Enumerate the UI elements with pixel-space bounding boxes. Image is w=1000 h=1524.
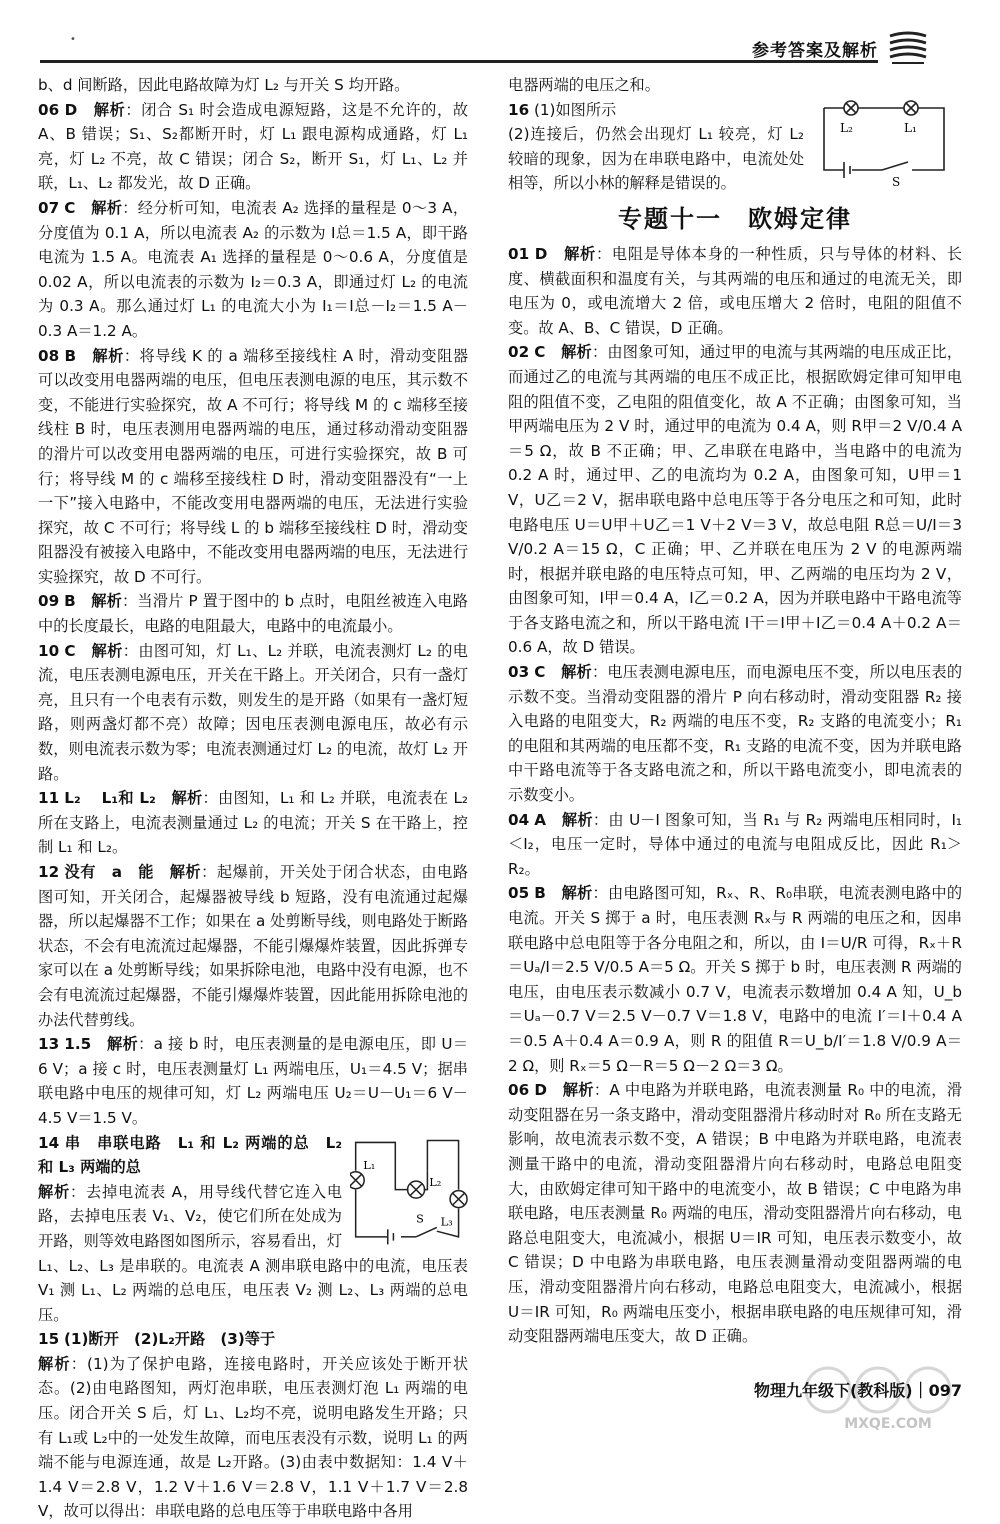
item-answer: A bbox=[534, 810, 547, 829]
series-circuit-figure bbox=[350, 1133, 468, 1251]
answer-item-r06 bbox=[508, 1078, 962, 1349]
answer-item-12 bbox=[38, 860, 468, 1032]
answer-item-07 bbox=[38, 196, 468, 344]
answer-text: ：电阻是导体本身的一种性质，只与导体的材料、长度、横截面积和温度有关，与其两端的电压和通过的电流无关，即电压为 0，或电流增大 2 倍，或电压增大 2 倍时，电阻的阻值不变。故 A、B、C 错误，D 正确。 bbox=[508, 244, 963, 337]
answer-item-11 bbox=[38, 786, 468, 860]
item-number: 06 bbox=[38, 100, 60, 119]
fig-label-l1: L₁ bbox=[904, 120, 917, 135]
answer-item-08 bbox=[38, 344, 468, 590]
item-number: 15 bbox=[38, 1330, 60, 1349]
item-number: 16 bbox=[508, 100, 530, 119]
top-mark: • bbox=[70, 34, 76, 45]
answer-item-09 bbox=[38, 589, 468, 638]
answer-text: ：由图可知，灯 L₁、L₂ 并联，电流表测灯 L₂ 的电流，电压表测电源电压，开关在干路上。开关闭合，只有一盏灯亮，且只有一个电表有示数，则发生的是开路（如果有一盏灯短路，则两盏灯都不亮）故障；因电压表测电源电压，故必有示数，则电流表示数为零；电流表测通过灯 L₂ 的电流，故灯 L₂ 开路。 bbox=[38, 641, 468, 783]
answer-text: ：电压表测电源电压，而电源电压不变，所以电压表的示数不变。当滑动变阻器的滑片 P 向右移动时，滑动变阻器 R₂ 接入电路的电阻变大，R₂ 两端的电压不变，R₂ 支路的电流变小；R₁ 的电阻和其两端的电压都不变，R₁ 支路的电流不变，因为并联电路中干路电流等于各支路电流之和，所以干路电流变小，即电流表的示数变小。 bbox=[508, 663, 963, 805]
analysis-label: 解析 bbox=[38, 1182, 70, 1201]
answer-text: ：由图知，L₁ 和 L₂ 并联，电流表在 L₂ 所在支路上，电流表测量通过 L₂ 的电流；开关 S 在干路上，控制 L₁ 和 L₂。 bbox=[38, 789, 469, 857]
answer-item-r02 bbox=[508, 340, 962, 660]
item-answer: B bbox=[534, 884, 546, 903]
answer-item-15-cont: 电器两端的电压之和。 bbox=[508, 76, 660, 94]
left-column bbox=[38, 73, 468, 1524]
item-number: 09 bbox=[38, 592, 60, 611]
analysis-label: 解析 bbox=[93, 100, 126, 119]
fig-label-s: S bbox=[416, 1211, 424, 1226]
answer-item-15 bbox=[38, 1327, 468, 1524]
answer-item-r05 bbox=[508, 881, 962, 1078]
analysis-label: 解析 bbox=[91, 641, 123, 660]
page-header bbox=[40, 30, 970, 68]
watermark-text: MXQE.COM bbox=[844, 1416, 932, 1432]
answer-text: ：经分析可知，电流表 A₂ 选择的量程是 0～3 A，分度值为 0.1 A，所以电流表 A₂ 的示数为 I总＝1.5 A，即干路电流为 1.5 A。电流表 A₁ 选择的量程是 0～0.6 A，分度值是 0.02 A，所以电流表的示数为 I₂＝0.3 A，即通过灯 L₂ 的电流为 0.3 A。那么通过灯 L₁ 的电流大小为 I₁＝I总－I₂＝1.5 A－0.3 A＝1.2 A。 bbox=[38, 198, 469, 340]
answer-item-10 bbox=[38, 639, 468, 787]
section-title: 专题十一 欧姆定律 bbox=[618, 203, 852, 233]
answer-text: ：A 中电路为并联电路，电流表测量 R₀ 中的电流，滑动变阻器在另一条支路中，滑动变阻器滑片移动时对 R₀ 所在支路无影响，故电流表示数不变，A 错误；B 中电路为并联电路，电流表测量干路中的电流，滑动变阻器滑片向右移动时，电路总电阻变大，由欧姆定律可知干路中的电流变小，故 B 错误；C 中电路为串联电路，电压表测量 R₀ 两端的电压，滑动变阻器滑片向右移动，电路总电阻变大，电流减小，根据 U＝IR 可知，电压表示数变小，故 C 错误；D 中电路为串联电路，电压表测量滑动变阻器两端的电压，滑动变阻器滑片向右移动，电路总电阻变大，电流减小，根据 U＝IR 可知，R₀ 两端电压变小，根据串联电路的电压规律可知，滑动变阻器两端电压变大，故 D 正确。 bbox=[508, 1081, 963, 1346]
answer-text: ：将导线 K 的 a 端移至接线柱 A 时，滑动变阻器可以改变用电器两端的电压，但电压表测电源的电压，其示数不变，不能进行实验探究，故 A 不可行；将导线 M 的 c 端移至接线柱 B 时，电压表测用电器两端的电压，通过移动滑动变阻器的滑片可以改变用电器两端的电压，可进行实验探究，故 B 可行；将导线 M 的 c 端移至接线柱 D 时，滑动变阻器没有“一上一下”接入电路中，不能改变用电器两端的电压，无法进行实验探究，故 C 不可行；将导线 L 的 b 端移至接线柱 D 时，滑动变阻器没有被接入电路中，不能改变用电器两端的电压，无法进行实验探究，故 D 不可行。 bbox=[38, 346, 469, 586]
item-number: 13 bbox=[38, 1035, 60, 1054]
header-title: 参考答案及解析 bbox=[752, 41, 878, 61]
answer-text: ：由电路图可知，Rₓ、R、R₀串联，电流表测电路中的电流。开关 S 掷于 a 时，电压表测 Rₓ与 R 两端的电压之和，因串联电路中总电阻等于各分电阻之和，所以，由 I＝U/R 可得，Rₓ＋R＝Uₐ/I＝2.5 V/0.5 A＝5 Ω。开关 S 掷于 b 时，电压表测 R 两端的电压，由电压表示数减小 0.7 V，电流表示数增加 0.4 A 知，U_b＝Uₐ－0.7 V＝2.5 V－0.7 V＝1.8 V，电路中的电流 I′＝I＋0.4 A＝0.5 A＋0.4 A＝0.9 A，则 R 的阻值 R＝U_b/I′＝1.8 V/0.9 A＝2 Ω，则 Rₓ＝5 Ω－R＝5 Ω－2 Ω＝3 Ω。 bbox=[508, 884, 963, 1075]
answer-item-r01 bbox=[508, 242, 962, 340]
lamp-circuit-figure bbox=[812, 98, 962, 188]
item-answer: D bbox=[534, 244, 548, 263]
item-number: 07 bbox=[38, 198, 60, 217]
item-answer: L₂ L₁和 L₂ bbox=[64, 789, 156, 808]
analysis-label: 解析 bbox=[562, 1081, 594, 1100]
answer-text: b、d 间断路，因此电路故障为灯 L₂ 与开关 S 均开路。 bbox=[38, 76, 410, 94]
item-answer: C bbox=[64, 198, 76, 217]
item-answer: (1)如图所示 bbox=[533, 100, 617, 119]
item-number: 02 bbox=[508, 343, 530, 362]
item-number: 03 bbox=[508, 663, 530, 682]
item-answer: 串 串联电路 L₁ 和 L₂ 两端的总 L₂ 和 L₃ 两端的总 bbox=[38, 1133, 343, 1177]
item-answer: (1)断开 (2)L₂开路 (3)等于 bbox=[63, 1330, 276, 1349]
analysis-label: 解析 bbox=[564, 244, 596, 263]
fig-label-l3: L₃ bbox=[440, 1214, 453, 1229]
answer-text: ：去掉电流表 A，用导线代替它连入电路，去掉电压表 V₁、V₂，使它们所在处成为开路，则等效电路图如图所示，容易看出，灯 L₁、L₂、L₃ 是串联的。电流表 A 测串联电路中的电流，电压表 V₁ 测 L₁、L₂ 两端的总电压，电压表 V₂ 测 L₂、L₃ 两端的总电压。 bbox=[38, 1182, 468, 1324]
item-answer: 1.5 bbox=[64, 1035, 92, 1054]
item-answer: D bbox=[64, 100, 78, 119]
answer-item-05-cont bbox=[38, 73, 468, 98]
answer-item-13 bbox=[38, 1032, 468, 1130]
analysis-label: 解析 bbox=[169, 863, 202, 881]
answer-text: ：起爆前，开关处于闭合状态，由电路图可知，开关闭合，起爆器被导线 b 短路，没有电流通过起爆器，所以起爆器不工作；如果在 a 处剪断导线，则电路处于断路状态，不会有电流流过起爆器，不能引爆爆炸装置，因此拆弹专家可以在 a 处剪断导线；如果拆除电池，电路中没有电源，也不会有电流流过起爆器，不能引爆爆炸装置，因此能用拆除电池的办法代替剪线。 bbox=[38, 863, 469, 1029]
answer-text: ：由 U－I 图象可知，当 R₁ 与 R₂ 两端电压相同时，I₁＜I₂，电压一定时，导体中通过的电流与电阻成反比，因此 R₁＞R₂。 bbox=[508, 810, 963, 878]
analysis-label: 解析 bbox=[171, 789, 203, 808]
fig-label-l2: L₂ bbox=[840, 120, 853, 135]
page-footer: 物理九年级下(教科版)｜097 bbox=[753, 1381, 962, 1400]
item-number: 14 bbox=[38, 1133, 60, 1152]
analysis-label: 解析 bbox=[91, 198, 123, 217]
item-number: 10 bbox=[38, 641, 60, 660]
answer-item-14 bbox=[38, 1131, 468, 1328]
item-number: 04 bbox=[508, 810, 530, 829]
answer-text: ：a 接 b 时，电压表测量的是电源电压，即 U＝6 V；a 接 c 时，电压表测量灯 L₁ 两端电压，U₁＝4.5 V；据串联电路中电压的规律可知，灯 L₂ 两端电压 U₂＝U－U₁＝6 V－4.5 V＝1.5 V。 bbox=[38, 1035, 469, 1127]
analysis-label: 解析 bbox=[561, 663, 592, 682]
answer-item-16 bbox=[508, 98, 962, 196]
item-answer: C bbox=[534, 663, 546, 682]
item-answer: C bbox=[534, 343, 546, 362]
answer-text: ：(1)为了保护电路，连接电路时，开关应该处于断开状态。(2)由电路图知，两灯泡串联，电压表测灯泡 L₁ 两端的电压。闭合开关 S 后，灯 L₁、L₂均不亮，说明电路发生开路；只有 L₁或 L₂中的一处发生故障，而电压表没有示数，说明 L₁ 的两端不能与电源连通，故是 L₂开路。(3)由表中数据知：1.4 V＋1.4 V＝2.8 V，1.2 V＋1.6 V＝2.8 V，1.1 V＋1.7 V＝2.8 V，故可以得出：串联电路的总电压等于串联电路中各用 bbox=[38, 1354, 469, 1521]
analysis-label: 解析 bbox=[92, 346, 124, 365]
analysis-label: 解析 bbox=[561, 343, 592, 362]
fig-label-l1: L₁ bbox=[363, 1157, 376, 1172]
answer-text: ：当滑片 P 置于图中的 b 点时，电阻丝被连入电路中的长度最长，电路的电阻最大，电路中的电流最小。 bbox=[38, 592, 468, 636]
answer-item-r04 bbox=[508, 808, 962, 882]
analysis-label: 解析 bbox=[107, 1035, 139, 1054]
answer-text: ：闭合 S₁ 时会造成电源短路，这是不允许的，故 A、B 错误；S₁、S₂都断开时，灯 L₁ 跟电源构成通路，灯 L₁ 亮，灯 L₂ 不亮，故 C 错误；闭合 S₂，断开 S₁，灯 L₁、L₂ 并联，L₁、L₂ 都发光，故 D 正确。 bbox=[38, 100, 469, 193]
analysis-label: 解析 bbox=[561, 810, 593, 829]
answer-item-06 bbox=[38, 98, 468, 196]
item-number: 11 bbox=[38, 789, 60, 808]
analysis-label: 解析 bbox=[91, 592, 123, 611]
item-answer: C bbox=[64, 641, 76, 660]
analysis-label: 解析 bbox=[561, 884, 593, 903]
item-number: 12 bbox=[38, 863, 60, 881]
answer-item-r03 bbox=[508, 660, 962, 808]
item-answer: B bbox=[64, 346, 77, 365]
answer-text: ：由图象可知，通过甲的电流与其两端的电压成正比，而通过乙的电流与其两端的电压不成正比，根据欧姆定律可知甲电阻的阻值不变，乙电阻的阻值变化，故 A 不正确；由图象可知，当甲两端电压为 2 V 时，通过甲的电流为 0.4 A，则 R甲＝2 V/0.4 A＝5 Ω，故 B 不正确；甲、乙串联在电路中，当电路中的电流为 0.2 A 时，通过甲、乙的电流均为 0.2 A，由图象可知，U甲＝1 V，U乙＝2 V，据串联电路中总电压等于各分电压之和可知，此时电路电压 U＝U甲＋U乙＝1 V＋2 V＝3 V，故总电阻 R总＝U/I＝3 V/0.2 A＝15 Ω，C 正确；甲、乙并联在电压为 2 V 的电源两端时，根据并联电路的电压特点可知，甲、乙两端的电压均为 2 V，由图象可知，I甲＝0.4 A，I乙＝0.2 A，因为并联电路中干路电流等于各支路电流之和，所以干路电流 I干＝I甲＋I乙＝0.4 A＋0.2 A＝0.6 A，故 D 错误。 bbox=[508, 343, 963, 657]
item-number: 05 bbox=[508, 884, 530, 903]
answer-text: (2)连接后，仍然会出现灯 L₁ 较亮，灯 L₂ 较暗的现象，因为在串联电路中，电流处处相等，所以小林的解释是错误的。 bbox=[508, 125, 804, 193]
item-answer: B bbox=[64, 592, 76, 611]
fig-label-l2: L₂ bbox=[429, 1174, 442, 1189]
analysis-label: 解析 bbox=[38, 1354, 71, 1373]
book-stack-icon bbox=[886, 30, 930, 66]
item-number: 08 bbox=[38, 346, 60, 365]
item-answer: D bbox=[534, 1081, 547, 1100]
fig-label-s: S bbox=[892, 174, 901, 188]
item-answer: 没有 a 能 bbox=[64, 863, 154, 881]
item-number: 06 bbox=[508, 1081, 530, 1100]
right-column bbox=[508, 73, 962, 1349]
item-number: 01 bbox=[508, 244, 530, 263]
